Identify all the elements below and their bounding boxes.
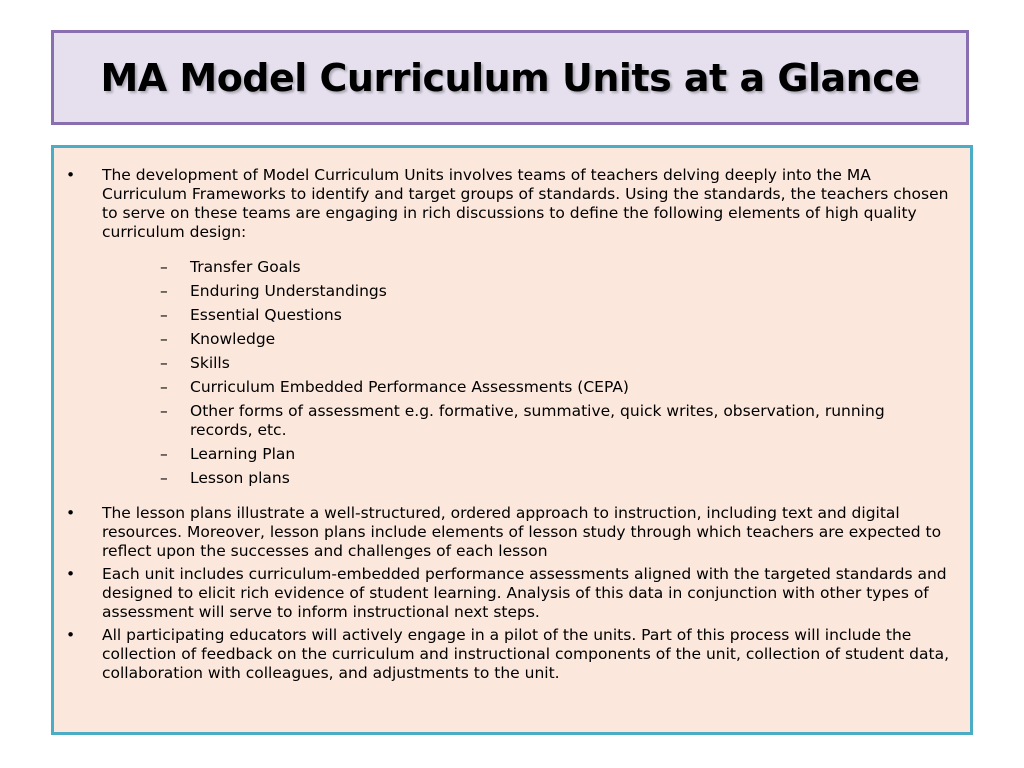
bullet-glyph: • (66, 166, 76, 184)
bullet-item (60, 166, 950, 488)
sub-item (102, 354, 950, 373)
sub-item-text: Knowledge (190, 330, 276, 348)
slide-title: MA Model Curriculum Units at a Glance (100, 55, 920, 100)
bullet-text: The development of Model Curriculum Units involves teams of teachers delving deeply into the MA Curriculum Frameworks to identify and target groups of standards. Using the standards, the teachers chosen to serve on these teams are engaging in rich discussions to define the following elements of high quality curriculum design: (102, 166, 949, 241)
bullet-list (60, 166, 950, 683)
sub-item-text: Lesson plans (190, 469, 290, 487)
bullet-item (60, 565, 950, 622)
sub-item-text: Enduring Understandings (190, 282, 387, 300)
sub-item-text: Other forms of assessment e.g. formative, summative, quick writes, observation, running records, etc. (190, 402, 885, 439)
bullet-text: Each unit includes curriculum-embedded performance assessments aligned with the targeted standards and designed to elicit rich evidence of student learning. Analysis of this data in conjunction with other types of assessment will serve to inform instructional next steps. (102, 565, 947, 621)
sub-item (102, 258, 950, 277)
sub-item (102, 469, 950, 488)
dash-glyph: – (160, 469, 168, 487)
sub-item-text: Learning Plan (190, 445, 296, 463)
dash-glyph: – (160, 306, 168, 324)
sub-item-text: Transfer Goals (190, 258, 301, 276)
dash-glyph: – (160, 330, 168, 348)
bullet-text: All participating educators will actively engage in a pilot of the units. Part of this process will include the collection of feedback on the curriculum and instructional components of the unit, collection of student data, collaboration with colleagues, and adjustments to the unit. (102, 626, 950, 682)
sub-item (102, 378, 950, 397)
sub-item (102, 306, 950, 325)
sub-item (102, 282, 950, 301)
dash-glyph: – (160, 354, 168, 372)
bullet-glyph: • (66, 626, 76, 644)
bullet-glyph: • (66, 504, 76, 522)
sub-item (102, 330, 950, 349)
sub-item (102, 445, 950, 464)
bullet-glyph: • (66, 565, 76, 583)
dash-glyph: – (160, 378, 168, 396)
bullet-item (60, 504, 950, 561)
content-box (51, 145, 973, 735)
bullet-text: The lesson plans illustrate a well-structured, ordered approach to instruction, including text and digital resources. Moreover, lesson plans include elements of lesson study through which teachers are expected to reflect upon the successes and challenges of each lesson (102, 504, 942, 560)
sub-list (102, 258, 950, 488)
dash-glyph: – (160, 258, 168, 276)
bullet-item (60, 626, 950, 683)
dash-glyph: – (160, 282, 168, 300)
sub-item-text: Essential Questions (190, 306, 342, 324)
sub-item-text: Skills (190, 354, 230, 372)
title-box (51, 30, 969, 125)
sub-item-text: Curriculum Embedded Performance Assessments (CEPA) (190, 378, 629, 396)
dash-glyph: – (160, 402, 168, 420)
dash-glyph: – (160, 445, 168, 463)
sub-item (102, 402, 950, 440)
